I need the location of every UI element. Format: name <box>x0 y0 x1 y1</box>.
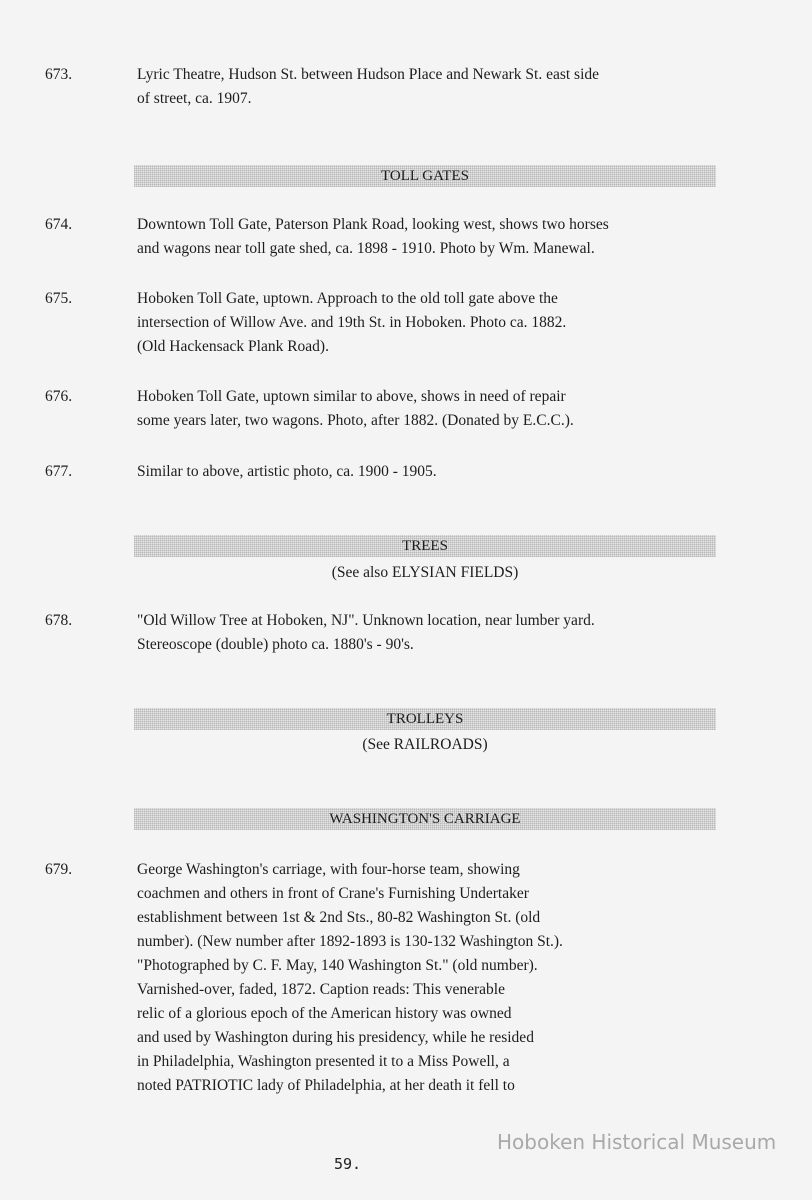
entry-line: some years later, two wagons. Photo, after 1882. (Donated by E.C.C.). <box>137 412 574 429</box>
entry-number: 677. <box>45 463 73 480</box>
entry-line: and used by Washington during his presidency, while he resided <box>137 1029 534 1046</box>
entry-line: Hoboken Toll Gate, uptown. Approach to the old toll gate above the <box>137 290 558 307</box>
entry-number: 674. <box>45 216 73 233</box>
entry-text <box>137 213 697 261</box>
entry-line: coachmen and others in front of Crane's Furnishing Undertaker <box>137 885 529 902</box>
entry-line: George Washington's carriage, with four-horse team, showing <box>137 861 520 878</box>
entry-text <box>137 287 697 359</box>
entry-line: Downtown Toll Gate, Paterson Plank Road, looking west, shows two horses <box>137 216 609 233</box>
entry-number: 678. <box>45 612 73 629</box>
entry-text <box>137 460 697 484</box>
entry-line: Stereoscope (double) photo ca. 1880's - 90's. <box>137 636 414 653</box>
museum-watermark: Hoboken Historical Museum <box>497 1130 777 1154</box>
entry-line: of street, ca. 1907. <box>137 90 252 107</box>
section-heading-toll-gates: TOLL GATES <box>134 165 716 187</box>
entry-line: (Old Hackensack Plank Road). <box>137 338 329 355</box>
entry-text <box>137 385 697 433</box>
entry-text <box>137 858 697 1098</box>
entry-line: noted PATRIOTIC lady of Philadelphia, at her death it fell to <box>137 1077 515 1094</box>
entry-line: Hoboken Toll Gate, uptown similar to above, shows in need of repair <box>137 388 566 405</box>
page-number: 59. <box>334 1155 362 1173</box>
entry-number: 676. <box>45 388 73 405</box>
entry-number: 675. <box>45 290 73 307</box>
section-heading-trolleys: TROLLEYS <box>134 708 716 730</box>
section-heading-trees: TREES <box>134 535 716 557</box>
entry-line: in Philadelphia, Washington presented it to a Miss Powell, a <box>137 1053 510 1070</box>
section-note-trees: (See also ELYSIAN FIELDS) <box>331 564 519 581</box>
entry-line: Similar to above, artistic photo, ca. 1900 - 1905. <box>137 463 437 480</box>
section-note-trolleys: (See RAILROADS) <box>362 736 488 753</box>
entry-number: 679. <box>45 861 73 878</box>
entry-line: intersection of Willow Ave. and 19th St. in Hoboken. Photo ca. 1882. <box>137 314 567 331</box>
entry-line: Varnished-over, faded, 1872. Caption reads: This venerable <box>137 981 505 998</box>
entry-line: number). (New number after 1892-1893 is 130-132 Washington St.). <box>137 933 563 950</box>
entry-line: Lyric Theatre, Hudson St. between Hudson Place and Newark St. east side <box>137 66 600 83</box>
entry-line: "Old Willow Tree at Hoboken, NJ". Unknown location, near lumber yard. <box>137 612 595 629</box>
entry-number: 673. <box>45 66 73 83</box>
entry-line: establishment between 1st & 2nd Sts., 80-82 Washington St. (old <box>137 909 541 926</box>
entry-text <box>137 63 697 111</box>
entry-line: "Photographed by C. F. May, 140 Washington St." (old number). <box>137 957 538 974</box>
section-heading-washingtons-carriage: WASHINGTON'S CARRIAGE <box>134 808 716 830</box>
entry-text <box>137 609 697 657</box>
entry-line: and wagons near toll gate shed, ca. 1898 - 1910. Photo by Wm. Manewal. <box>137 240 595 257</box>
entry-line: relic of a glorious epoch of the American history was owned <box>137 1005 512 1022</box>
